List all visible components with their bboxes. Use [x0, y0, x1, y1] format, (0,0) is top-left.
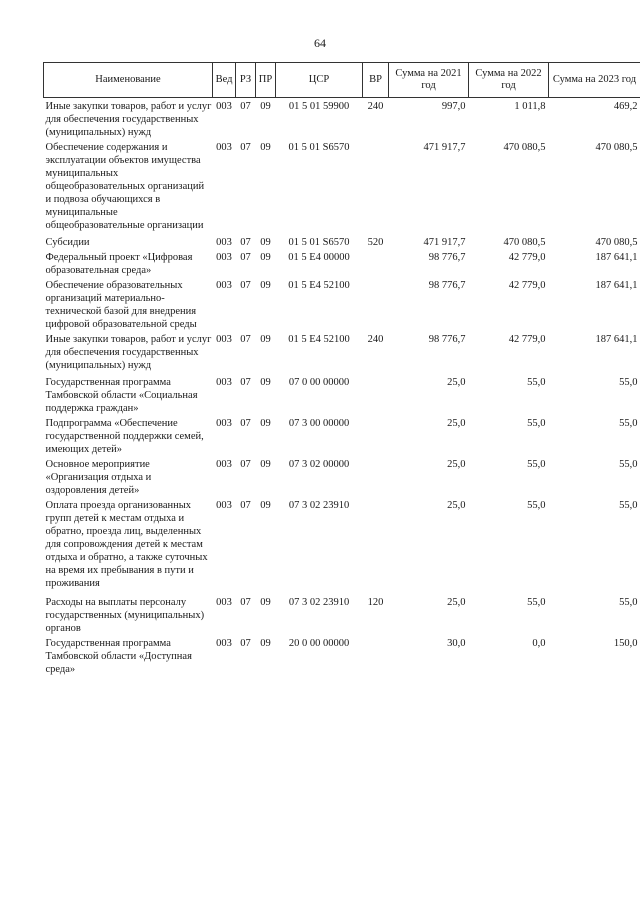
cell-ved: 003: [216, 237, 232, 248]
cell-vr: 520: [367, 237, 384, 248]
header-vr: ВР: [363, 63, 389, 98]
cell-sum-2022: 55,0: [527, 459, 546, 470]
cell-rz: 07: [240, 638, 251, 649]
cell-sum-2021: 98 776,7: [428, 334, 466, 345]
cell-vr: [363, 637, 389, 678]
cell-csr: 07 0 00 00000: [288, 377, 350, 388]
cell-sum-2022: 55,0: [527, 418, 546, 429]
cell-sum-2022: 42 779,0: [508, 334, 546, 345]
table-row: [44, 333, 640, 376]
cell-rz: 07: [240, 597, 251, 608]
cell-pr: 09: [260, 597, 271, 608]
cell-vr: [363, 251, 389, 279]
cell-sum-2023: 469,2: [613, 101, 638, 112]
cell-csr: 01 5 01 S6570: [288, 237, 350, 248]
cell-sum-2021: 25,0: [447, 597, 466, 608]
header-rz: РЗ: [236, 63, 256, 98]
cell-ved: 003: [216, 252, 232, 263]
cell-vr: 240: [367, 101, 384, 112]
cell-sum-2022: 42 779,0: [508, 252, 546, 263]
cell-csr: 01 5 E4 52100: [288, 334, 350, 345]
cell-pr: 09: [260, 638, 271, 649]
cell-sum-2022: 470 080,5: [503, 142, 546, 153]
cell-sum-2021: 471 917,7: [423, 237, 466, 248]
cell-sum-2023: 187 641,1: [595, 334, 638, 345]
cell-sum-2022: 55,0: [527, 500, 546, 511]
cell-name: Государственная программа Тамбовской области «Социальная поддержка граждан»: [45, 377, 198, 414]
cell-pr: 09: [260, 280, 271, 291]
cell-sum-2023: 55,0: [619, 597, 638, 608]
cell-csr: 07 3 02 23910: [288, 597, 350, 608]
cell-name: Государственная программа Тамбовской области «Доступная среда»: [45, 638, 192, 675]
cell-name: Иные закупки товаров, работ и услуг для обеспечения государственных (муниципальных) нужд: [45, 101, 212, 138]
budget-table: [43, 62, 640, 678]
cell-sum-2022: 0,0: [532, 638, 546, 649]
cell-sum-2023: 470 080,5: [595, 237, 638, 248]
cell-vr: [363, 279, 389, 333]
table-row: [44, 98, 640, 142]
cell-vr: [363, 499, 389, 596]
cell-ved: 003: [216, 418, 232, 429]
cell-sum-2022: 55,0: [527, 377, 546, 388]
table-row: [44, 236, 640, 251]
cell-sum-2023: 55,0: [619, 377, 638, 388]
cell-name: Субсидии: [45, 237, 90, 248]
header-sum-2021: Сумма на 2021 год: [389, 63, 469, 98]
cell-csr: 20 0 00 00000: [288, 638, 350, 649]
table-row: [44, 637, 640, 678]
cell-rz: 07: [240, 142, 251, 153]
cell-sum-2021: 25,0: [447, 500, 466, 511]
header-csr: ЦСР: [276, 63, 363, 98]
cell-vr: [363, 376, 389, 417]
cell-csr: 01 5 E4 52100: [288, 280, 350, 291]
cell-sum-2021: 30,0: [447, 638, 466, 649]
table-row: [44, 279, 640, 333]
cell-csr: 01 5 01 59900: [288, 101, 350, 112]
header-name: Наименование: [44, 63, 213, 98]
cell-sum-2023: 187 641,1: [595, 252, 638, 263]
cell-rz: 07: [240, 500, 251, 511]
table-row: [44, 596, 640, 637]
cell-vr: 240: [367, 334, 384, 345]
cell-pr: 09: [260, 142, 271, 153]
cell-ved: 003: [216, 459, 232, 470]
cell-pr: 09: [260, 237, 271, 248]
cell-pr: 09: [260, 377, 271, 388]
cell-sum-2021: 25,0: [447, 418, 466, 429]
cell-sum-2023: 150,0: [613, 638, 638, 649]
cell-pr: 09: [260, 418, 271, 429]
cell-ved: 003: [216, 638, 232, 649]
cell-sum-2021: 471 917,7: [423, 142, 466, 153]
cell-sum-2022: 1 011,8: [514, 101, 546, 112]
cell-rz: 07: [240, 377, 251, 388]
cell-vr: [363, 458, 389, 499]
header-sum-2022: Сумма на 2022 год: [469, 63, 549, 98]
cell-rz: 07: [240, 101, 251, 112]
cell-sum-2021: 25,0: [447, 459, 466, 470]
cell-sum-2021: 25,0: [447, 377, 466, 388]
cell-rz: 07: [240, 252, 251, 263]
table-row: [44, 251, 640, 279]
cell-pr: 09: [260, 500, 271, 511]
table-header-row: [44, 63, 640, 98]
table-row: [44, 417, 640, 458]
cell-vr: [363, 141, 389, 236]
cell-rz: 07: [240, 237, 251, 248]
cell-pr: 09: [260, 252, 271, 263]
cell-csr: 01 5 01 S6570: [288, 142, 350, 153]
cell-ved: 003: [216, 334, 232, 345]
cell-rz: 07: [240, 280, 251, 291]
cell-name: Обеспечение содержания и эксплуатации объектов имущества муниципальных общеобразовательных организаций и подвоза обучающихся в муниципальные общеобразовательные организации: [45, 142, 205, 231]
cell-csr: 01 5 E4 00000: [288, 252, 350, 263]
table-row: [44, 141, 640, 236]
cell-sum-2023: 55,0: [619, 459, 638, 470]
cell-sum-2021: 98 776,7: [428, 252, 466, 263]
cell-sum-2022: 42 779,0: [508, 280, 546, 291]
table-row: [44, 458, 640, 499]
cell-name: Обеспечение образовательных организаций материально-технической базой для внедрения цифровой образовательной среды: [45, 280, 197, 330]
header-sum-2023: Сумма на 2023 год: [549, 63, 640, 98]
cell-vr: 120: [367, 597, 384, 608]
cell-pr: 09: [260, 459, 271, 470]
page-number: 64: [314, 36, 326, 50]
table-row: [44, 376, 640, 417]
cell-ved: 003: [216, 101, 232, 112]
table-body: [44, 98, 640, 679]
cell-sum-2022: 470 080,5: [503, 237, 546, 248]
cell-name: Оплата проезда организованных групп детей к местам отдыха и обратно, проезда лиц, выделенных для сопровождения детей к местам отдыха и обратно, а также суточных на время их пребывания в пути и проживания: [45, 500, 208, 589]
cell-ved: 003: [216, 280, 232, 291]
cell-sum-2023: 470 080,5: [595, 142, 638, 153]
cell-name: Иные закупки товаров, работ и услуг для обеспечения государственных (муниципальных) нужд: [45, 334, 212, 371]
cell-csr: 07 3 00 00000: [288, 418, 350, 429]
header-pr: ПР: [256, 63, 276, 98]
cell-ved: 003: [216, 142, 232, 153]
cell-ved: 003: [216, 597, 232, 608]
cell-pr: 09: [260, 101, 271, 112]
cell-sum-2023: 55,0: [619, 500, 638, 511]
cell-csr: 07 3 02 23910: [288, 500, 350, 511]
cell-name: Расходы на выплаты персоналу государственных (муниципальных) органов: [45, 597, 205, 634]
cell-rz: 07: [240, 334, 251, 345]
cell-sum-2022: 55,0: [527, 597, 546, 608]
cell-name: Основное мероприятие «Организация отдыха и оздоровления детей»: [45, 459, 152, 496]
cell-sum-2021: 98 776,7: [428, 280, 466, 291]
header-ved: Вед: [213, 63, 236, 98]
cell-csr: 07 3 02 00000: [288, 459, 350, 470]
cell-ved: 003: [216, 500, 232, 511]
cell-name: Подпрограмма «Обеспечение государственной поддержки семей, имеющих детей»: [45, 418, 204, 455]
cell-ved: 003: [216, 377, 232, 388]
cell-sum-2023: 187 641,1: [595, 280, 638, 291]
cell-pr: 09: [260, 334, 271, 345]
cell-name: Федеральный проект «Цифровая образовательная среда»: [45, 252, 193, 276]
cell-sum-2023: 55,0: [619, 418, 638, 429]
cell-rz: 07: [240, 418, 251, 429]
cell-sum-2021: 997,0: [441, 101, 466, 112]
table-row: [44, 499, 640, 596]
cell-vr: [363, 417, 389, 458]
cell-rz: 07: [240, 459, 251, 470]
